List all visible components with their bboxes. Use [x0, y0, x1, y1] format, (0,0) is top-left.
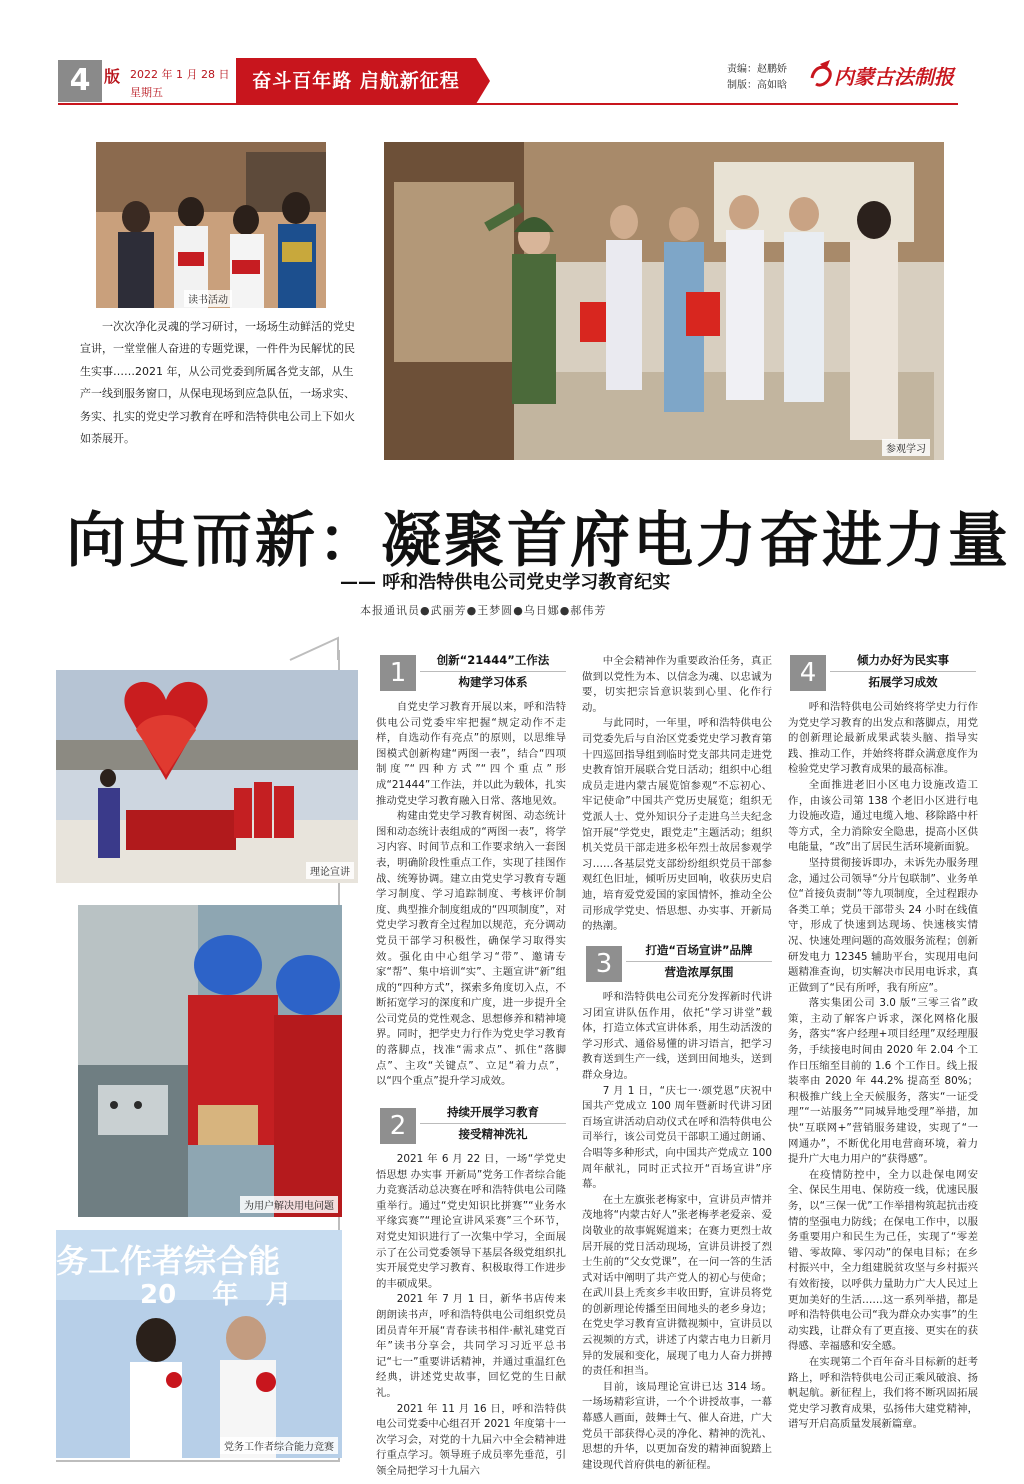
service-photo: [78, 905, 342, 1217]
visit-photo: [384, 142, 944, 460]
paragraph: 中全会精神作为重要政治任务，真正做到以党性为本、以信念为魂、以忠诚为要，切实把宗旨意识装到心里、化作行动。: [582, 655, 772, 714]
reading-caption: 读书活动: [184, 290, 232, 307]
visit-photo-image: [384, 142, 944, 460]
main-headline: 向史而新：凝聚首府电力奋进力量: [66, 506, 1011, 576]
section-4-number: 4: [790, 655, 826, 691]
section-4-title: [830, 652, 976, 691]
section-2-number: 2: [380, 1108, 416, 1144]
article-column-1a: [376, 700, 566, 1092]
paragraph: 与此同时，一年里，呼和浩特供电公司党委先后与自治区党委党史学习教育第十四巡回指导组到临时党支部共同走进党史教育馆开展联合党日活动；组织中心组成员走进内蒙古展览馆参观“不忘初心、牢记使命”中国共产党历史展览；组织无党派人士、党外知识分子走进乌兰夫纪念馆开展“学党史，跟党走”主题活动；组织机关党员干部走进多松年烈士故居参观学习……各基层党支部纷纷组织党员干部参观红色旧址，倾听历史回响，收获历史启迪，培育爱党爱国的家国情怀，推动全公司形成学党史、悟思想、办实事、开新局的热潮。: [582, 717, 772, 933]
lecture-photo: [56, 670, 358, 883]
frame-corner: [290, 632, 350, 662]
paragraph: 落实集团公司 3.0 版“三零三省”政策，主动了解客户诉求，深化网格化服务，落实“客户经理+项目经理”双经理服务，手续接电时间由 2020 年 2.04 个工作日压缩至目前的 1.6 个工作日。线上报装率由 2020 年 44.2% 提高至 80%；积极推广线上全天候服务，落实“一证受理”“一站服务”“同城异地受理”举措，加快“互联网+”营销服务建设，实现了“一网通办”，不断优化用电营商环境，着力提升广大电力用户的“获得感”。: [788, 997, 978, 1166]
paragraph: 2021 年 7 月 1 日，新华书店传来朗朗读书声，呼和浩特供电公司组织党员团员青年开展“青春读书相伴·献礼建党百年”读书分享会，共同学习习近平总书记“七一”重要讲话精神，并通过重温红色经典，讲述党史故事，回忆党的生日献礼。: [376, 1293, 566, 1399]
section-1-title-line2: 构建学习体系: [420, 671, 566, 691]
section-1-title-line1: 创新“21444”工作法: [436, 653, 550, 667]
producer: 制版：高如晗: [727, 80, 787, 91]
lecture-photo-image: [56, 670, 358, 883]
contest-banner-year: 20 年 月: [140, 1280, 292, 1310]
section-1-title: [420, 652, 566, 691]
paragraph: 构建由党史学习教育树图、动态统计图和动态统计表组成的“两图一表”，将学习内容、时间节点和工作要求纳入一套图表，明确阶段性重点工作，实现了挂图作战、统筹协调。建立由党史学习教育专题学习制度、学习追踪制度、考核评价制度、典型推介制度组成的“四项制度”，对党史学习教育全过程加以规范，充分调动党员干部学习积极性，确保学习取得实效。强化由中心组学习“带”、邀请专家“帮”、集中培训“实”、主题宣讲“新”组成的“四种方式”，探索多角度切入点，不断拓宽学习的深度和广度，进一步提升全公司党员的党性观念、思想修养和精神境界。同时，把学史力行作为党史学习教育的落脚点，找准“需求点”、抓住“落脚点”、主攻“关键点”、立足“着力点”，以“四个重点”提升学习成效。: [376, 810, 566, 1088]
sub-headline: —— 呼和浩特供电公司党史学习教育纪实: [340, 572, 671, 593]
section-4-title-line1: 倾力办好为民实事: [857, 653, 949, 667]
page-number: 4: [58, 60, 102, 102]
contest-photo: [56, 1230, 342, 1458]
section-3-title-line1: 打造“百场宣讲”品牌: [645, 943, 753, 957]
paragraph: 呼和浩特供电公司充分发挥新时代讲习团宣讲队伍作用，依托“学习讲堂”载体，打造立体式宣讲体系，用生动活泼的学习形式、通俗易懂的讲习语言，把学习教育送到生产一线，送到田间地头，送到群众身边。: [582, 991, 772, 1081]
paragraph: 全面推进老旧小区电力设施改造工作，由该公司第 138 个老旧小区进行电力设施改造，通过电缆入地、移除路中杆等方式，全力消除安全隐患，提高小区供电能量，“改”出了居民生活环境新面貌。: [788, 778, 978, 854]
service-photo-image: [78, 905, 342, 1217]
paragraph: 坚持贯彻接诉即办，未诉先办服务理念，通过公司领导“分片包联制”、业务单位“首接负责制”等九项制度，全过程跟办各类工单；党员干部带头 24 小时在线值守，形成了快速到达现场、快速核实情况、快速处理问题的高效服务流程；创新研发电力 12345 辅助平台，实现用电问题精准查询，切实解决市民用电诉求，真正做到了“民有所呼，我有所应”。: [788, 856, 978, 994]
section-2-title: [420, 1104, 566, 1143]
reading-photo-image: [96, 142, 326, 308]
page-label: 版: [104, 67, 121, 86]
editor: 责编：赵鹏娇: [727, 64, 787, 75]
header-rule: [58, 103, 958, 105]
intro-paragraph: 一次次净化灵魂的学习研讨，一场场生动鲜活的党史宣讲，一堂堂催人奋进的专题党课，一件件为民解忧的民生实事……2021 年，从公司党委到所属各党支部，从生产一线到服务窗口，从保电现场到应急队伍，一场求实、务实、扎实的党史学习教育在呼和浩特供电公司上下如火如荼展开。: [80, 320, 355, 446]
frame-line-bottom: [56, 1460, 340, 1462]
paragraph: 目前，该局理论宣讲已达 314 场。一场场精彩宣讲，一个个讲授故事，一幕幕感人画面，鼓舞士气、催人奋进，广大党员干部获得心灵的净化、精神的洗礼、思想的升华，以更加奋发的精神面貌踏上建设现代首府供电的新征程。: [582, 1380, 772, 1471]
contest-banner: 务工作者综合能: [56, 1242, 281, 1280]
weekday-text: 星期五: [130, 86, 163, 99]
reading-photo: [96, 142, 326, 308]
issue-date: [130, 66, 229, 102]
section-3-number: 3: [586, 946, 622, 982]
section-3-title: [626, 942, 772, 981]
section-3-title-line2: 营造浓厚氛围: [626, 961, 772, 981]
paragraph: 在疫情防控中，全力以赴保电网安全、保民生用电、保防疫一线，优速民服务，以“三保一优”工作举措构筑起抗击疫情的坚强电力防线；在保电工作中，以服务重要用户和民生为己任，实现了“零差错、零故障、零闪动”的保电目标；在乡村振兴中，全力组建脱贫攻坚与乡村振兴有效衔接，以呼供力量助力广大人民过上更加美好的生活……这一系列举措，都是呼和浩特供电公司“我为群众办实事”的生动实践，让群众有了更直接、更实在的获得感、幸福感和安全感。: [788, 1168, 978, 1353]
editor-info: [727, 62, 787, 94]
paragraph: 在土左旗张老梅家中，宣讲员声情并茂地将“内蒙古好人”张老梅孝老爱亲、爱岗敬业的故事娓娓道来；在赛力更烈士故居开展的党日活动现场，宣讲员讲授了烈士生前的“父女党课”，在一问一答的生活式对话中阐明了共产党人的初心与使命；在武川县上秃亥乡丰收田野，宣讲员将党的创新理论传播至田间地头的老乡身边；在党史学习教育宣讲微视频中，宣讲员以云视频的方式，讲述了内蒙古电力日新月异的发展和变化，展现了电力人奋力拼搏的责任和担当。: [582, 1193, 772, 1378]
article-column-2b: [582, 990, 772, 1471]
lecture-caption: 理论宣讲: [306, 862, 354, 879]
date-text: 2022 年 1 月 28 日: [130, 68, 230, 81]
paragraph: 自党史学习教育开展以来，呼和浩特供电公司党委牢牢把握“规定动作不走样，自选动作有亮点”的原则，以思维导图模式创新构建“两图一表”，结合“四项制度”“四种方式”“四个重点”形成“21444”工作法，并以此为载体，扎实推动党史学习教育融入日常、落地见效。: [376, 701, 566, 807]
contest-caption: 党务工作者综合能力竞赛: [220, 1437, 338, 1454]
paragraph: 在实现第二个百年奋斗目标新的赶考路上，呼和浩特供电公司正乘风破浪、扬帆起航。新征程上，我们将不断巩固拓展党史学习教育成果，弘扬伟大建党精神，谱写开启高质量发展新篇章。: [788, 1355, 978, 1431]
article-column-3: [788, 700, 978, 1462]
article-column-2a: [582, 654, 772, 936]
section-4-title-line2: 拓展学习成效: [830, 671, 976, 691]
service-caption: 为用户解决用电问题: [240, 1196, 338, 1213]
byline: 本报通讯员●武丽芳●王梦圆●乌日娜●郝伟芳: [360, 604, 607, 617]
visit-caption: 参观学习: [882, 439, 930, 456]
paragraph: 7 月 1 日，“庆七一·颂党恩”庆祝中国共产党成立 100 周年暨新时代讲习团百场宣讲活动启动仪式在呼和浩特供电公司举行，该公司党员干部职工通过朗诵、合唱等多种形式，向中国共产党成立 100 周年献礼，同时正式拉开“百场宣讲”序幕。: [582, 1084, 772, 1191]
section-1-number: 1: [380, 655, 416, 691]
article-column-1b: [376, 1152, 566, 1477]
paragraph: 呼和浩特供电公司始终将学史力行作为党史学习教育的出发点和落脚点，用党的创新理论最新成果武装头脑、指导实践、推动工作，并始终将群众满意度作为检验党史学习教育成果的最高标准。: [788, 701, 978, 776]
paragraph: 2021 年 6 月 22 日，一场“学党史 悟思想 办实事 开新局”党务工作者综合能力竞赛活动总决赛在呼和浩特供电公司隆重举行。通过“党史知识比拼赛”“业务水平缘宾赛”“理论宣讲风采赛”三个环节，对党史知识进行了一次集中学习，全面展示了在公司党委领导下基层各级党组织扎实开展党史学习教育、积极取得工作进步的丰硕成果。: [376, 1153, 566, 1290]
newspaper-name: 内蒙古法制报: [834, 65, 954, 89]
paragraph: 2021 年 11 月 16 日，呼和浩特供电公司党委中心组召开 2021 年度第十一次学习会，对党的十九届六中全会精神进行重点学习。领导班子成员率先垂范，引领全局把学习十九届六: [376, 1402, 566, 1477]
column-slogan: 奋斗百年路 启航新征程: [236, 58, 476, 104]
section-2-title-line2: 接受精神洗礼: [420, 1123, 566, 1143]
section-2-title-line1: 持续开展学习教育: [447, 1105, 539, 1119]
